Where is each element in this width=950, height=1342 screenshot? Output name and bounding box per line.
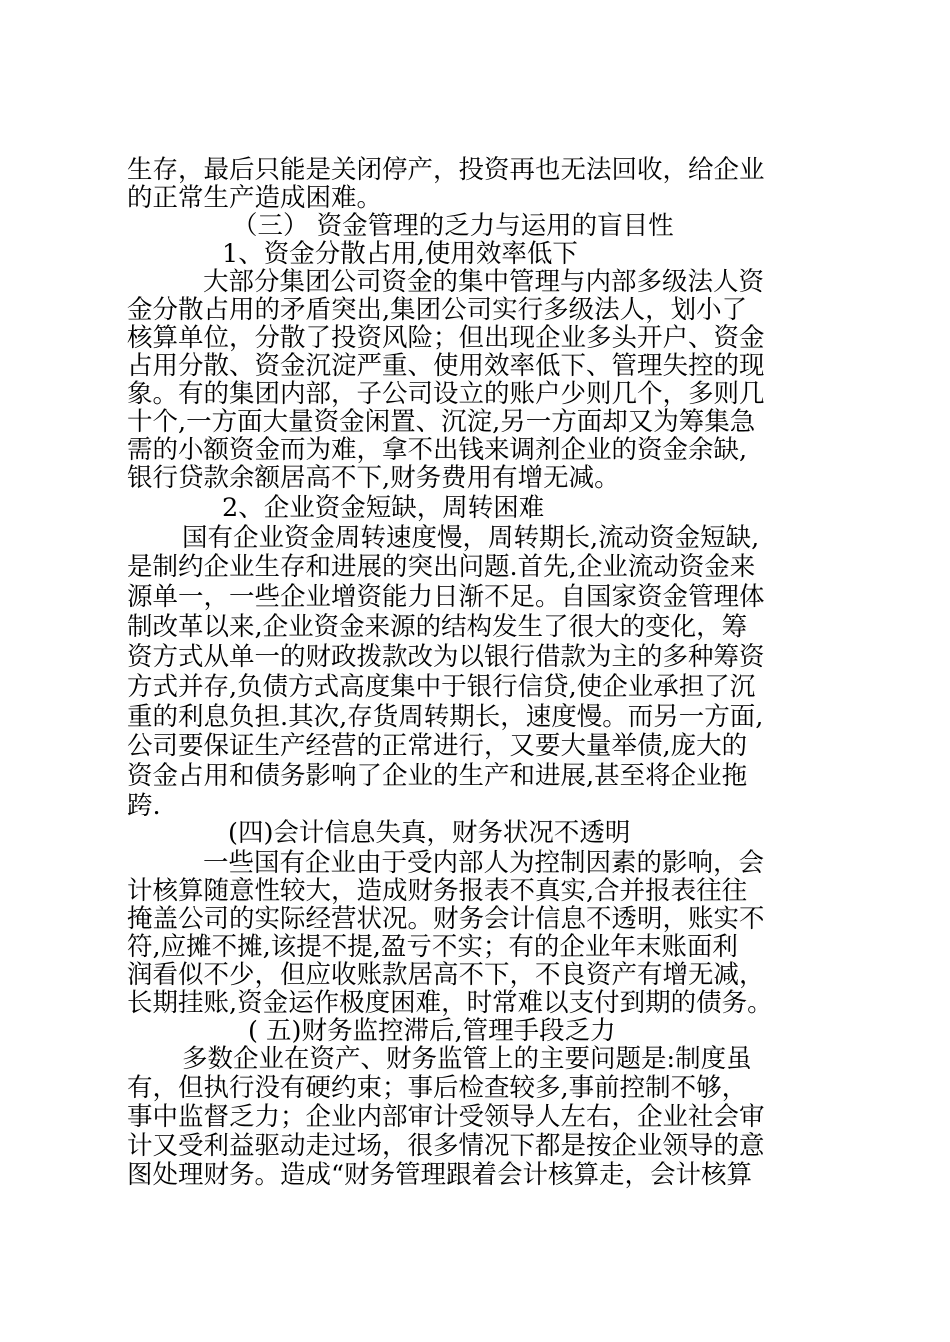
text-line: 核算单位，分散了投资风险；但出现企业多头开户、资金 bbox=[127, 323, 765, 353]
subsection-heading: 1、资金分散占用,使用效率低下 bbox=[222, 239, 578, 269]
section-heading: ( 五)财务监控滞后,管理手段乏力 bbox=[248, 1016, 616, 1046]
text-line: 是制约企业生存和进展的突出问题.首先,企业流动资金来 bbox=[127, 552, 756, 582]
text-line: 资金占用和债务影响了企业的生产和进展,甚至将企业拖 bbox=[127, 761, 748, 791]
text-line: 资方式从单一的财政拨款改为以银行借款为主的多种筹资 bbox=[127, 642, 765, 672]
text-line: 大部分集团公司资金的集中管理与内部多级法人资 bbox=[203, 267, 765, 297]
text-line: 重的利息负担.其次,存货周转期长，速度慢。而另一方面, bbox=[127, 702, 764, 732]
text-line: 国有企业资金周转速度慢，周转期长,流动资金短缺, bbox=[182, 523, 760, 553]
text-line: 银行贷款余额居高不下,财务费用有增无减。 bbox=[127, 463, 620, 493]
text-line: 事中监督乏力；企业内部审计受领导人左右，企业社会审 bbox=[127, 1102, 765, 1132]
text-line: 金分散占用的矛盾突出,集团公司实行多级法人，划小了 bbox=[127, 295, 748, 325]
text-line: 方式并存,负债方式高度集中于银行信贷,使企业承担了沉 bbox=[127, 672, 756, 702]
text-line: 有，但执行没有硬约束；事后检查较多,事前控制不够， bbox=[127, 1073, 748, 1103]
text-line: 一些国有企业由于受内部人为控制因素的影响，会 bbox=[203, 848, 765, 878]
text-line: 多数企业在资产、财务监管上的主要问题是:制度虽 bbox=[182, 1044, 752, 1074]
text-line: 符,应摊不摊,该提不提,盈亏不实；有的企业年末账面利 bbox=[127, 932, 738, 962]
text-line: 生存，最后只能是关闭停产，投资再也无法回收，给企业 bbox=[127, 155, 765, 185]
text-line: 的正常生产造成困难。 bbox=[127, 183, 383, 213]
section-heading: （三） 资金管理的乏力与运用的盲目性 bbox=[232, 211, 674, 241]
text-line: 制改革以来,企业资金来源的结构发生了很大的变化，筹 bbox=[127, 612, 748, 642]
text-line: 十个,一方面大量资金闲置、沉淀,另一方面却又为筹集急 bbox=[127, 407, 756, 437]
subsection-heading: 2、企业资金短缺，周转困难 bbox=[222, 493, 545, 523]
text-line: 图处理财务。造成“财务管理跟着会计核算走，会计核算 bbox=[127, 1160, 753, 1190]
text-line: 长期挂账,资金运作极度困难，时常难以支付到期的债务。 bbox=[127, 988, 773, 1018]
text-line: 润看似不少，但应收账款居高不下，不良资产有增无减， bbox=[127, 960, 765, 990]
text-line: 占用分散、资金沉淀严重、使用效率低下、管理失控的现 bbox=[127, 351, 765, 381]
text-line: 公司要保证生产经营的正常进行，又要大量举债,庞大的 bbox=[127, 731, 748, 761]
text-line: 需的小额资金而为难，拿不出钱来调剂企业的资金余缺, bbox=[127, 435, 748, 465]
text-line: 计又受利益驱动走过场，很多情况下都是按企业领导的意 bbox=[127, 1131, 765, 1161]
text-line: 象。有的集团内部，子公司设立的账户少则几个，多则几 bbox=[127, 379, 765, 409]
text-line: 掩盖公司的实际经营状况。财务会计信息不透明，账实不 bbox=[127, 904, 765, 934]
text-line: 源单一，一些企业增资能力日渐不足。自国家资金管理体 bbox=[127, 582, 765, 612]
text-line: 计核算随意性较大，造成财务报表不真实,合并报表往往 bbox=[127, 876, 748, 906]
section-heading: (四)会计信息失真，财务状况不透明 bbox=[228, 818, 631, 848]
text-line: 跨. bbox=[127, 791, 161, 821]
